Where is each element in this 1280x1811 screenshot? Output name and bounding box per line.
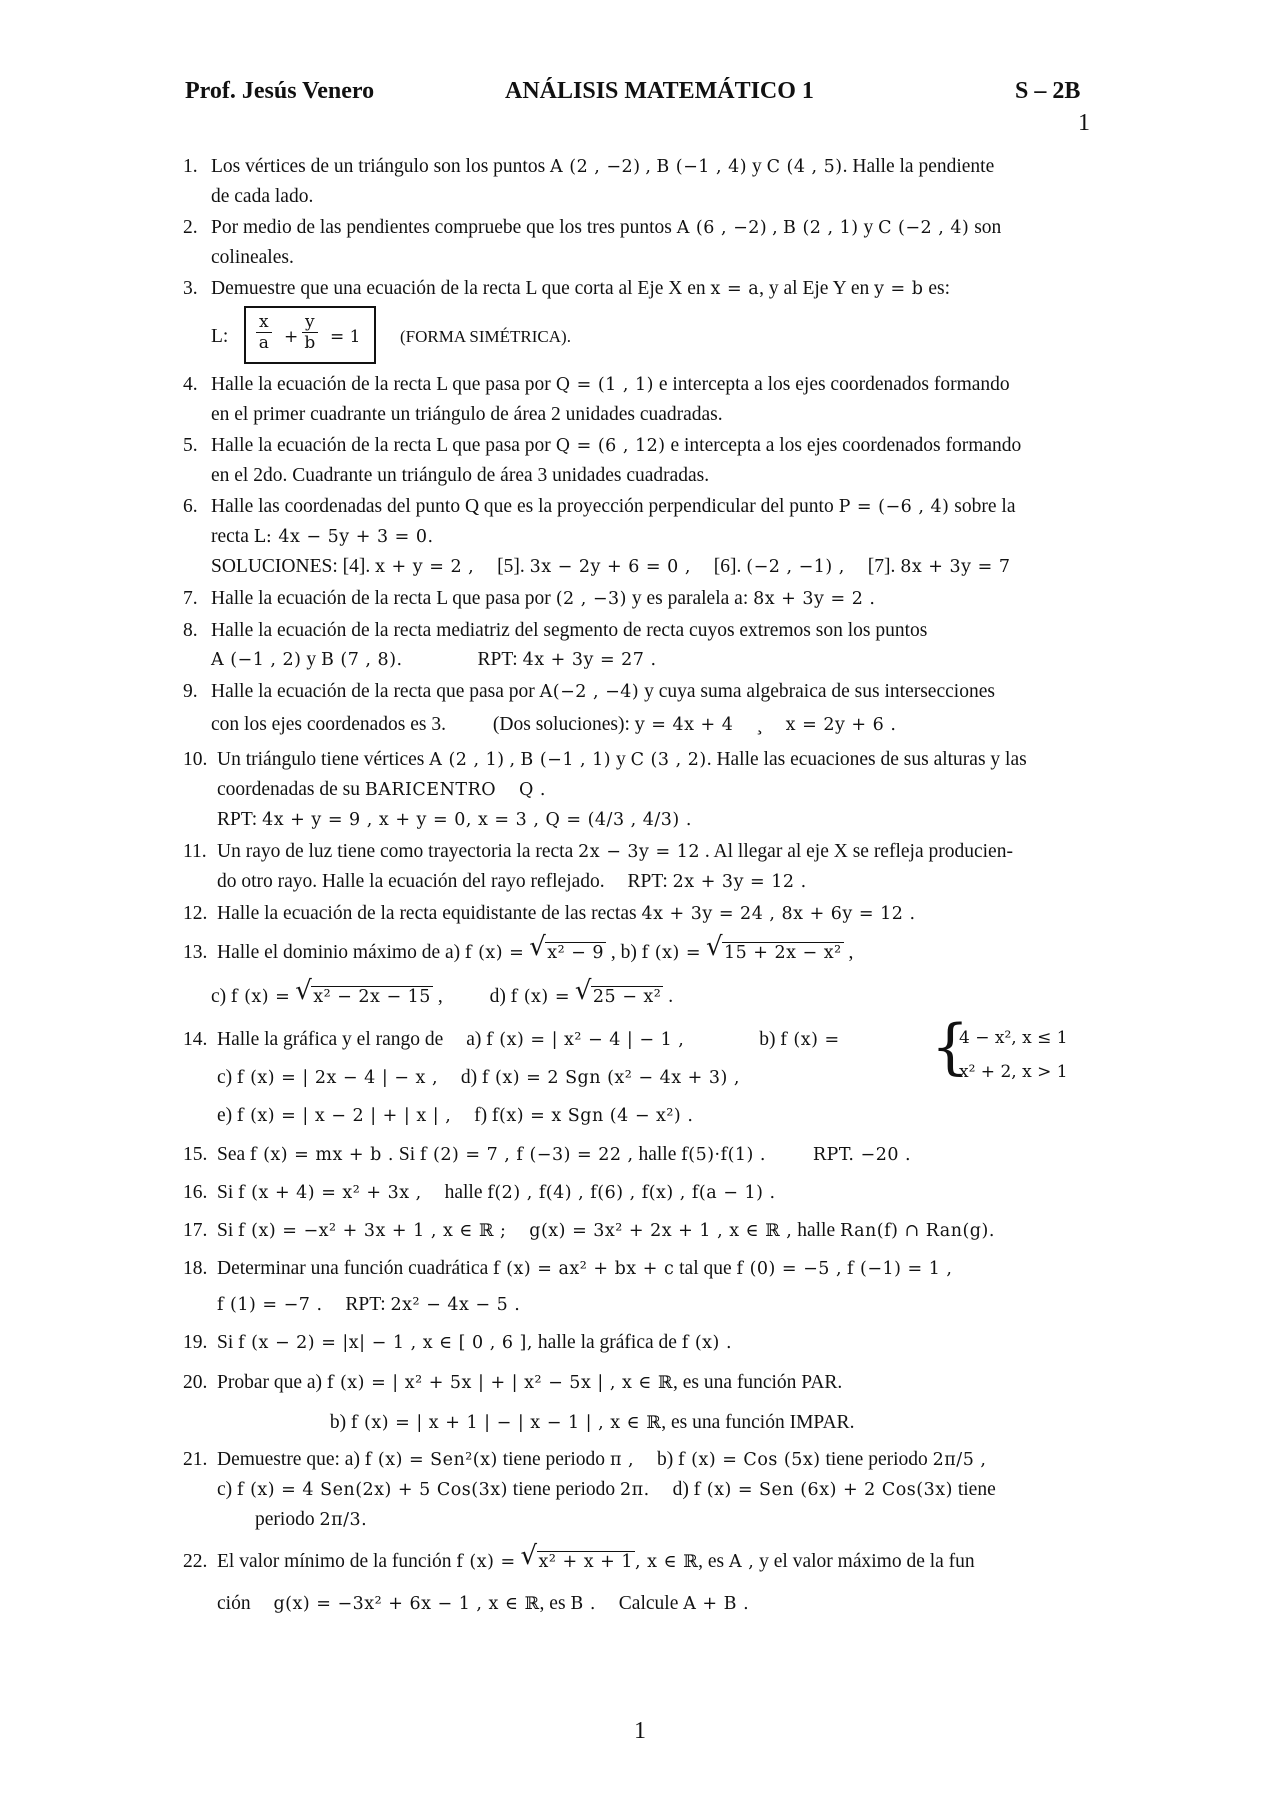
formula-box: $\frac{x}{a}$ + $\frac{y}{b}$ = 1 xyxy=(244,306,376,364)
problem-1: 1. Los vértices de un triángulo son los puntos A (2 , −2) , B (−1 , 4) y C (4 , 5). Halle la pendiente de cada lado. xyxy=(183,156,995,207)
problem-2: 2. Por medio de las pendientes compruebe que los tres puntos A (6 , −2) , B (2 , 1) y C (−2 , 4) son colineales. xyxy=(183,217,1002,268)
problem-7: 7. Halle la ecuación de la recta L que pasa por (2 , −3) y es paralela a: 8x + 3y = 2 . xyxy=(183,588,876,609)
problem-20: 20. Probar que a) f (x) = | x² + 5x | + | x² − 5x | , x ∈ ℝ, es una función PAR. b) f (x) = | x + 1 | − | x − 1 | , x ∈ ℝ, es una función IMPAR. xyxy=(183,1372,855,1433)
fraction-x-over-a: $\frac{x}{a}$ xyxy=(256,312,272,353)
problem-list xyxy=(183,152,1103,1627)
problem-8: 8. Halle la ecuación de la recta mediatriz del segmento de recta cuyos extremos son los puntos A (−1 , 2) y B (7 , 8). RPT: 4x + 3y = 27 . xyxy=(183,620,928,670)
course-title: ANÁLISIS MATEMÁTICO 1 xyxy=(505,78,814,104)
problem-17: 17. Si f (x) = −x² + 3x + 1 , x ∈ ℝ ; g(x) = 3x² + 2x + 1 , x ∈ ℝ , halle Ran(f) ∩ Ran(g). xyxy=(183,1220,995,1241)
problem-4: 4. Halle la ecuación de la recta L que pasa por Q = (1 , 1) e intercepta a los ejes coordenados formando en el primer cuadrante un triángulo de área 2 unidades cuadradas. xyxy=(183,374,1010,425)
problem-9: 9. Halle la ecuación de la recta que pasa por A(−2 , −4) y cuya suma algebraica de sus intersecciones con los ejes coordenados es 3. (Dos soluciones): y = 4x + 4 ¸ x = 2y + 6 . xyxy=(183,681,995,735)
problem-10: 10. Un triángulo tiene vértices A (2 , 1) , B (−1 , 1) y C (3 , 2). Halle las ecuaciones de sus alturas y las coordenadas de su BARICENTRO Q . RPT: 4x + y = 9 , x + y = 0, x = 3 , Q = (4/3 , 4/3) . xyxy=(183,749,1027,830)
problem-22: 22. El valor mínimo de la función f (x) = √ x² + x + 1 , x ∈ ℝ, es A , y el valor máximo de la fun ción g(x) = −3x² + 6x − 1 , x ∈ ℝ, es B . Calcule A + B . xyxy=(183,1541,1103,1625)
author-header: Prof. Jesús Venero xyxy=(185,78,375,104)
problem-19: 19. Si f (x − 2) = |x| − 1 , x ∈ [ 0 , 6 ], halle la gráfica de f (x) . xyxy=(183,1332,733,1353)
fraction-y-over-b: $\frac{y}{b}$ xyxy=(302,312,318,353)
sqrt-d: √ 25 − x² xyxy=(575,975,663,1019)
problem-5: 5. Halle la ecuación de la recta L que pasa por Q = (6 , 12) e intercepta a los ejes coordenados formando en el 2do. Cuadrante un triángulo de área 3 unidades cuadradas. xyxy=(183,435,1022,486)
problem-21: 21. Demuestre que: a) f (x) = Sen²(x) tiene periodo π , b) f (x) = Cos (5x) tiene periodo 2π/5 , c) f (x) = 4 Sen(2x) + 5 Cos(3x) tiene periodo 2π. d) f (x) = Sen (6x) + 2 Cos(3x) tiene periodo 2π/3. xyxy=(183,1449,996,1530)
sheet-code: S – 2B xyxy=(1015,78,1081,104)
problem-6: 6. Halle las coordenadas del punto Q que es la proyección perpendicular del punto P = (−6 , 4) sobre la recta L: 4x − 5y + 3 = 0. SOLUCIONES: [4]. x + y = 2 , [5]. 3x − 2y + 6 = 0 , [6]. (−2 , −1) , [7]. 8x + 3y = 7 xyxy=(183,496,1016,577)
left-brace: { xyxy=(931,1012,970,1082)
symmetric-form-formula: L: $\frac{x}{a}$ + $\frac{y}{b}$ = 1 (FORMA SIMÉTRICA). xyxy=(183,306,1103,364)
problem-16: 16. Si f (x + 4) = x² + 3x , halle f(2) , f(4) , f(6) , f(x) , f(a − 1) . xyxy=(183,1182,776,1203)
problem-12: 12. Halle la ecuación de la recta equidistante de las rectas 4x + 3y = 24 , 8x + 6y = 12 . xyxy=(183,903,916,924)
problem-18: 18. Determinar una función cuadrática f (x) = ax² + bx + c tal que f (0) = −5 , f (−1) = 1 , f (1) = −7 . RPT: 2x² − 4x − 5 . xyxy=(183,1258,953,1315)
problem-3: 3. Demuestre que una ecuación de la recta L que corta al Eje X en x = a, y al Eje Y en y = b es: xyxy=(183,278,951,299)
page-number-top: 1 xyxy=(1078,110,1090,136)
sqrt-quadratic: √ x² + x + 1 xyxy=(521,1541,635,1583)
page-number-footer: 1 xyxy=(634,1718,646,1744)
problem-15: 15. Sea f (x) = mx + b . Si f (2) = 7 , f (−3) = 22 , halle f(5)·f(1) . RPT. −20 . xyxy=(183,1144,912,1165)
problem-11: 11. Un rayo de luz tiene como trayectoria la recta 2x − 3y = 12 . Al llegar al eje X se refleja producien- do otro rayo. Halle la ecuación del rayo reflejado. RPT: 2x + 3y = 12 . xyxy=(183,841,1013,892)
problem-14: 14. Halle la gráfica y el rango de a) f (x) = | x² − 4 | − 1 , b) f (x) = { 4 − x², x ≤ 1 x² + 2, x > 1 c) f (x) = | 2x − 4 | − x , d) f (x) = 2 Sgn (x² − 4x + 3) , e) f (x) = | x − 2 | + | x | , f) f(x) = x Sgn (4 − x²) . xyxy=(183,1012,1068,1126)
sqrt-b: √ 15 + 2x − x² xyxy=(706,931,844,975)
sqrt-c: √ x² − 2x − 15 xyxy=(295,975,433,1019)
problem-13: 13. Halle el dominio máximo de a) f (x) = √ x² − 9 , b) f (x) = √ 15 + 2x − x² , c) f (x) = √ x² − 2x − 15 , d) f (x) = √ 25 − x² . xyxy=(183,931,1103,1019)
sqrt-a: √ x² − 9 xyxy=(529,931,606,975)
